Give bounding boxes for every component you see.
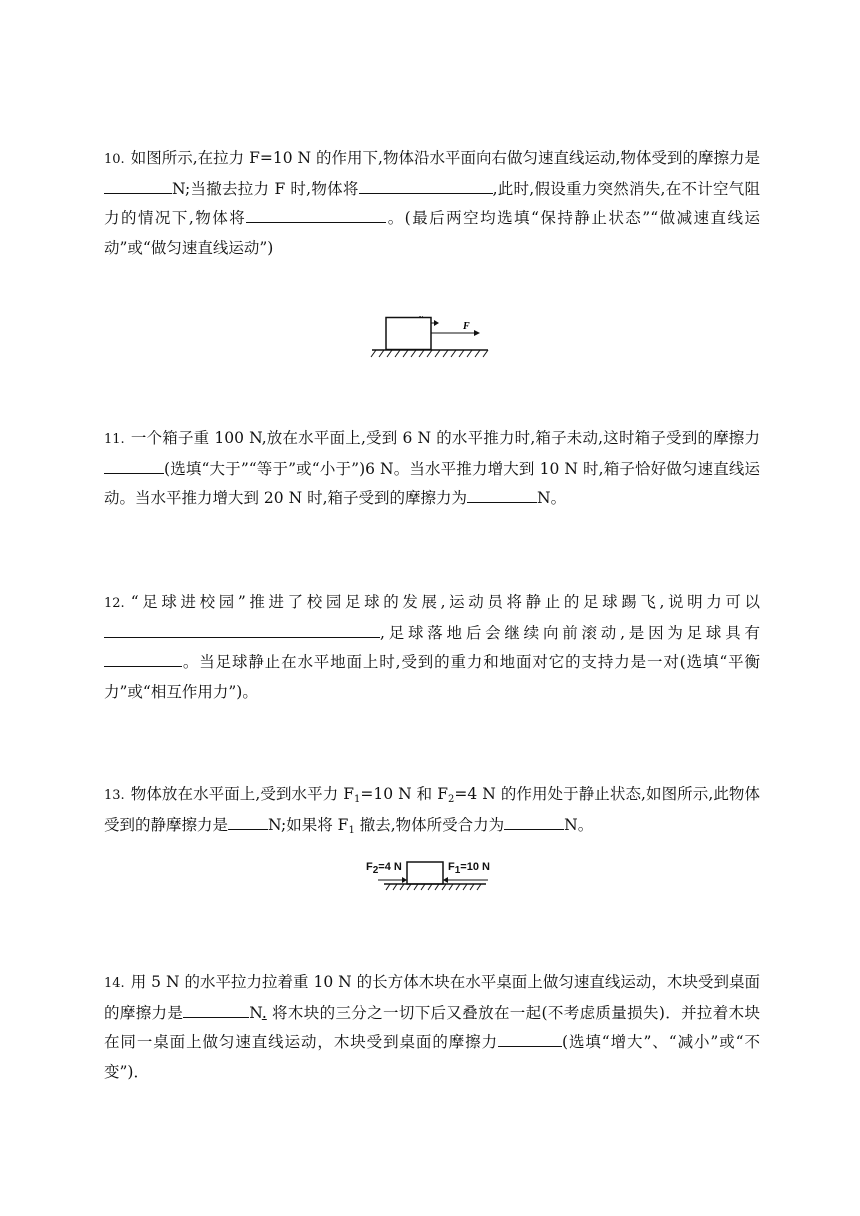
question-number: 12. <box>104 596 125 611</box>
answer-blank[interactable] <box>228 812 268 830</box>
answer-blank[interactable] <box>467 485 537 503</box>
question-number: 10. <box>104 152 125 167</box>
force-label: F <box>463 321 470 332</box>
ground-hatching <box>386 884 481 890</box>
answer-blank[interactable] <box>246 205 386 223</box>
question-text: 一个箱子重 100 N,放在水平面上,受到 6 N 的水平推力时,箱子未动,这时箱子受到的摩擦力 <box>130 429 760 447</box>
velocity-arrowhead <box>434 320 439 326</box>
question-text: 物体放在水平面上,受到水平力 F <box>130 785 355 803</box>
question-13: 13. 物体放在水平面上,受到水平力 $F_1=10$ N 和 $F_2=4$ N 的作用处于静止状态,如图所示,此物体受到的静摩擦力是 N;如果将 $F_1$ 撤去,物体所受合力为 N。 <box>104 785 760 836</box>
answer-blank[interactable] <box>498 1029 562 1047</box>
question-number: 14. <box>104 976 125 991</box>
q10-block-diagram <box>366 316 492 362</box>
question-number: 11. <box>104 432 125 447</box>
force-arrowhead <box>474 330 480 336</box>
answer-blank[interactable] <box>504 812 564 830</box>
q13-block-diagram <box>364 858 500 894</box>
question-10: 10. 如图所示,在拉力 F=10 N 的作用下,物体沿水平面向右做匀速直线运动,物体受到的摩擦力是N;当撤去拉力 F 时,物体将 ,此时,假设重力突然消失,在不计空气阻力的情况下,物体将 。(最后两空均选填“保持静止状态”“做减速直线运动”或“做匀速直线运动”) <box>104 149 760 257</box>
question-text: 用 5 N 的水平拉力拉着重 10 N 的长方体木块在水平桌面上做匀速直线运动，木块受到桌面的摩擦力是 <box>104 973 760 1022</box>
ground-hatching <box>371 350 488 357</box>
f2-label: $F_2=4$ N <box>366 861 402 876</box>
answer-blank[interactable] <box>104 649 182 667</box>
question-12: 12. “足球进校园”推进了校园足球的发展,运动员将静止的足球踢飞,说明力可以,足球落地后会继续向前滚动,是因为足球具有。当足球静止在水平地面上时,受到的重力和地面对它的支持力是一对(选填“平衡力”或“相互作用力”)。 <box>104 593 760 701</box>
q13-diagram-shapes <box>364 858 500 894</box>
question-14: 14. 用 5 N 的水平拉力拉着重 10 N 的长方体木块在水平桌面上做匀速直线运动，木块受到桌面的摩擦力是 N. 将木块的三分之一切下后又叠放在一起(不考虑质量损失)．并拉着木块在同一桌面上做匀速直线运动，木块受到桌面的摩擦力 (选填“增大”、“减小”或“不变”)． <box>104 973 760 1081</box>
block <box>386 318 431 350</box>
answer-blank[interactable] <box>104 620 380 638</box>
answer-blank[interactable] <box>104 176 172 194</box>
answer-blank[interactable] <box>183 1000 249 1018</box>
answer-blank[interactable] <box>104 456 164 474</box>
question-text: “足球进校园”推进了校园足球的发展,运动员将静止的足球踢飞,说明力可以 <box>130 593 760 611</box>
f1-label: $F_1=10$ N <box>448 861 490 876</box>
question-11: 11. 一个箱子重 100 N,放在水平面上,受到 6 N 的水平推力时,箱子未动,这时箱子受到的摩擦力(选填“大于”“等于”或“小于”)6 N。当水平推力增大到 10 N 时,箱子恰好做匀速直线运动。当水平推力增大到 20 N 时,箱子受到的摩擦力为 N。 <box>104 429 760 507</box>
question-number: 13. <box>104 788 125 803</box>
block <box>407 862 443 884</box>
question-text: 如图所示,在拉力 F=10 N 的作用下,物体沿水平面向右做匀速直线运动,物体受到的摩擦力是 <box>130 149 760 167</box>
answer-blank[interactable] <box>359 176 493 194</box>
